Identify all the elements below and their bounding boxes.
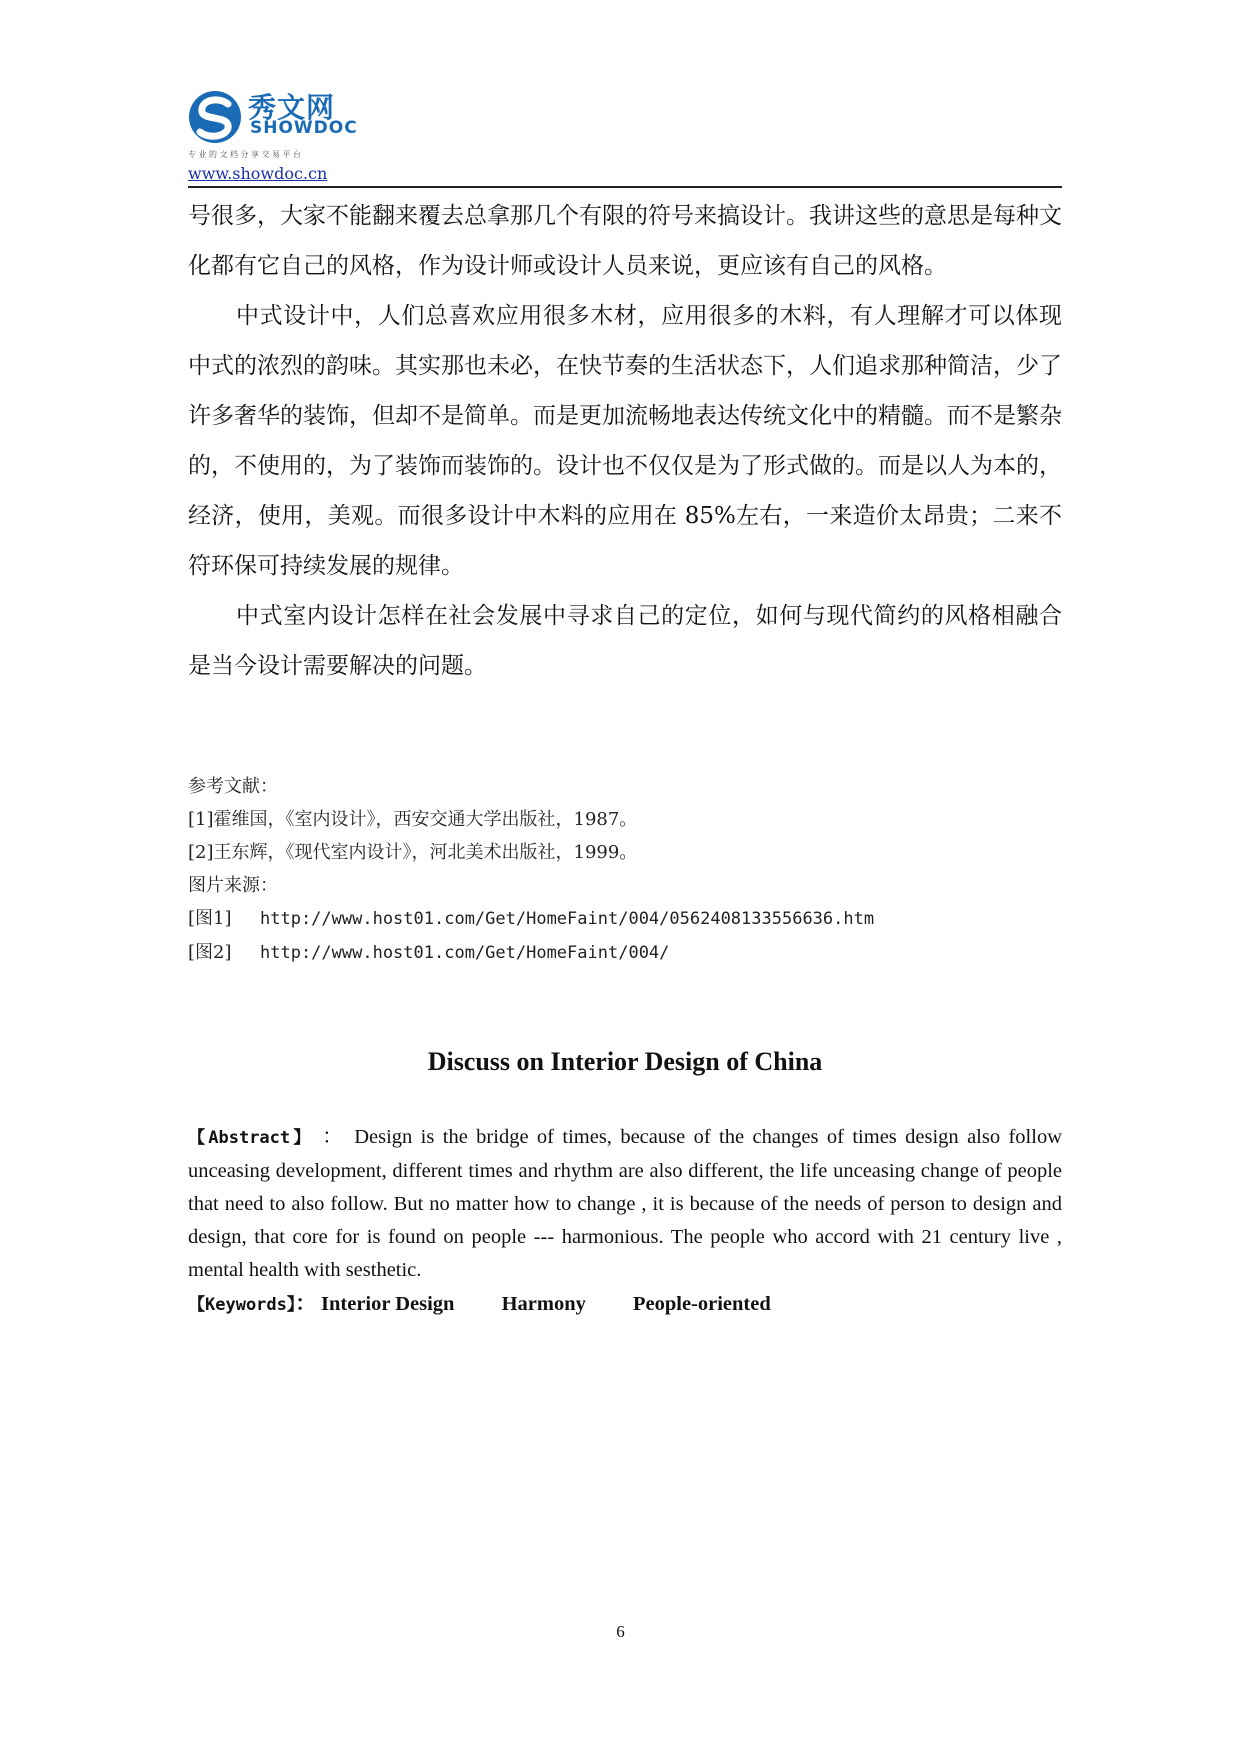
english-abstract [188,1121,1062,1287]
image-source-tag: [图2] [188,942,232,963]
keywords-separator: ： [295,1293,316,1315]
keyword: Harmony [501,1293,586,1315]
keywords-label: 【Keywords】 [188,1295,296,1315]
body-paragraph: 中式室内设计怎样在社会发展中寻求自己的定位，如何与现代简约的风格相融合是当今设计需要解决的问题。 [188,603,1062,679]
references-heading: 参考文献： [188,776,278,797]
english-title: Discuss on Interior Design of China [427,1047,823,1076]
abstract-label: 【Abstract】 [188,1128,314,1148]
keyword: People-oriented [632,1293,771,1315]
image-source-item [188,902,1062,936]
header-divider [188,186,1062,188]
logo-english-name: SHOWDOC [250,118,358,138]
abstract-text: Design is the bridge of times, because of the changes of times design also follow unceasing development, different times and rhythm are also different, the life unceasing change of people that need to also follow. But no matter how to change , it is because of the needs of person to design and design, that core for is found on people --- harmonious. The people who accord with 21 century live , mental health with sesthetic. [188,1126,1062,1281]
logo-tagline: 专业的文档分享交易平台 [188,150,304,159]
image-source-tag: [图1] [188,908,232,929]
image-source-url[interactable]: http://www.host01.com/Get/HomeFaint/004/ [260,943,670,963]
body-paragraph: 中式设计中，人们总喜欢应用很多木材，应用很多的木料，有人理解才可以体现中式的浓烈的韵味。其实那也未必，在快节奏的生活状态下，人们追求那种简洁，少了许多奢华的装饰，但却不是简单。而是更加流畅地表达传统文化中的精髓。而不是繁杂的，不使用的，为了装饰而装饰的。设计也不仅仅是为了形式做的。而是以人为本的，经济，使用，美观。而很多设计中木料的应用在 85%左右，一来造价太昂贵；二来不符环保可持续发展的规律。 [188,303,1062,579]
site-link[interactable]: www.showdoc.cn [188,164,328,183]
body-paragraph: 号很多，大家不能翻来覆去总拿那几个有限的符号来搞设计。我讲这些的意思是每种文化都有它自己的风格，作为设计师或设计人员来说，更应该有自己的风格。 [188,203,1062,279]
reference-item: [2]王东辉，《现代室内设计》，河北美术出版社，1999。 [188,842,638,863]
logo-chinese-name: 秀文网 [248,91,336,124]
english-keywords [188,1286,1062,1316]
page-number: 6 [616,1622,625,1641]
showdoc-logo-icon [188,90,242,144]
showdoc-logo [188,86,358,156]
reference-item: [1]霍维国，《室内设计》，西安交通大学出版社，1987。 [188,809,638,830]
page-header [188,86,1062,186]
keyword: Interior Design [321,1293,455,1315]
image-source-item [188,936,1062,970]
image-source-url[interactable]: http://www.host01.com/Get/HomeFaint/004/0562408133556636.htm [260,909,875,929]
abstract-separator: ： [322,1126,346,1148]
chinese-body [188,191,1062,691]
references-section [188,770,1062,970]
image-sources-heading: 图片来源： [188,875,278,896]
